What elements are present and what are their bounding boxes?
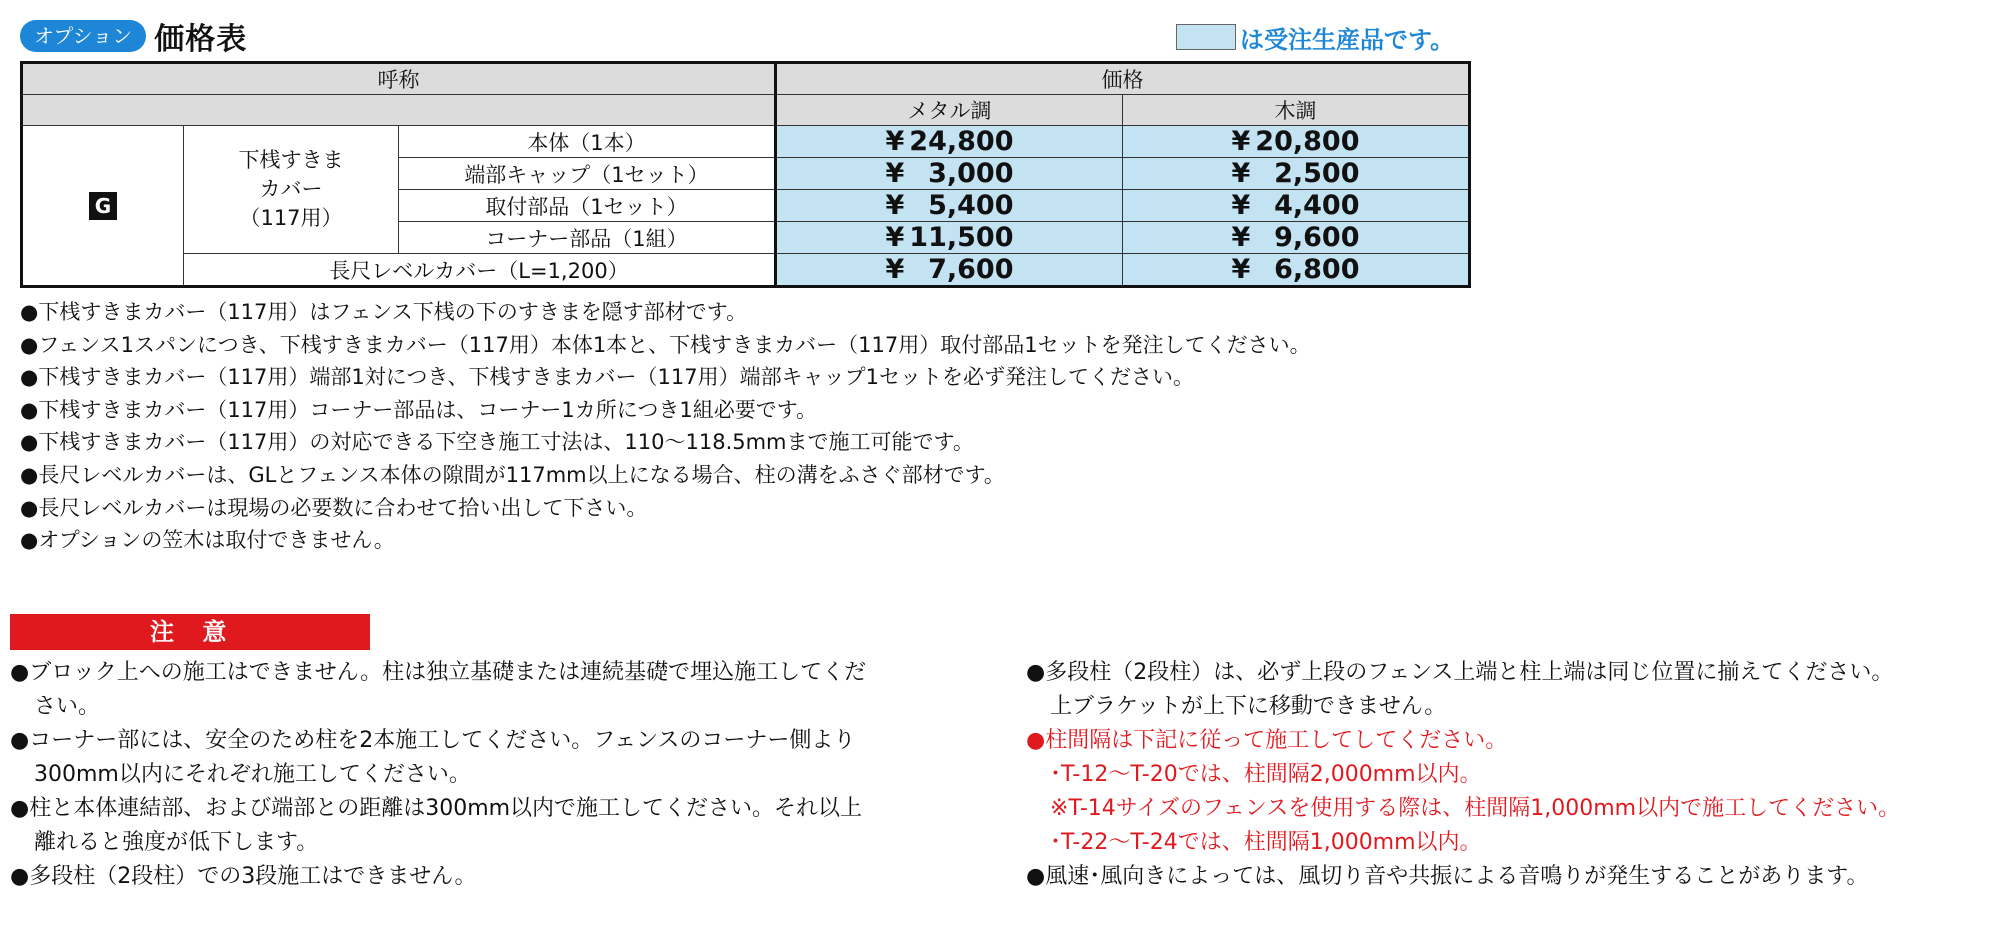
item-name: 本体（1本） (399, 126, 776, 158)
yen-sign: ¥ (1231, 222, 1251, 253)
legend-swatch (1176, 24, 1236, 50)
group-name-cell (184, 126, 399, 254)
wood-price (1123, 190, 1470, 222)
wood-price (1123, 158, 1470, 190)
page-title: 価格表 (154, 22, 248, 57)
caution-item: ●多段柱（2段柱）での3段施工はできません。 (10, 864, 477, 889)
note-item: ●下桟すきまカバー（117用）端部1対につき、下桟すきまカバー（117用）端部キャップ1セットを必ず発注してください。 (20, 365, 1194, 390)
price-value: 5,400 (928, 190, 1014, 221)
wood-price (1123, 126, 1470, 158)
header-name-empty (22, 95, 776, 126)
note-item: ●オプションの笠木は取付できません。 (20, 528, 395, 553)
yen-sign: ¥ (885, 158, 905, 189)
category-badge: G (89, 192, 117, 220)
table-row (22, 254, 1470, 287)
note-item: ●下桟すきまカバー（117用）コーナー部品は、コーナー1カ所につき1組必要です。 (20, 397, 818, 422)
item-name: 長尺レベルカバー（L=1,200） (184, 254, 776, 287)
yen-sign: ¥ (1231, 254, 1251, 285)
note-item: ●長尺レベルカバーは、GLとフェンス本体の隙間が117mm以上になる場合、柱の溝をふさぐ部材です。 (20, 462, 1005, 487)
header-name: 呼称 (22, 63, 776, 95)
caution-item: ●柱と本体連結部、および端部との距離は300mm以内で施工してください。それ以上 (10, 796, 863, 821)
caution-item-warning: ●柱間隔は下記に従って施工してしてください。 (1026, 728, 1508, 753)
caution-item-warning: ･T-12〜T-20では、柱間隔2,000mm以内。 (1050, 762, 1482, 787)
note-item: ●下桟すきまカバー（117用）の対応できる下空き施工寸法は、110〜118.5mmまで施工可能です。 (20, 430, 974, 455)
caution-item-cont: さい。 (34, 694, 101, 719)
header-metal: メタル調 (776, 95, 1123, 126)
note-item: ●長尺レベルカバーは現場の必要数に合わせて拾い出して下さい。 (20, 495, 648, 520)
legend-text: は受注生産品です。 (1240, 25, 1455, 54)
metal-price (776, 126, 1123, 158)
price-value: 11,500 (909, 222, 1014, 253)
yen-sign: ¥ (1231, 190, 1251, 221)
item-name: 端部キャップ（1セット） (399, 158, 776, 190)
category-cell (22, 126, 184, 287)
legend (1176, 20, 1454, 54)
caution-item-cont: 離れると強度が低下します。 (34, 830, 319, 855)
note-item: ●下桟すきまカバー（117用）はフェンス下桟の下のすきまを隠す部材です。 (20, 300, 748, 324)
caution-item-warning: ･T-22〜T-24では、柱間隔1,000mm以内。 (1050, 830, 1482, 855)
caution-item: ●多段柱（2段柱）は、必ず上段のフェンス上端と柱上端は同じ位置に揃えてください。 (1026, 660, 1894, 685)
caution-item-cont: 300mm以内にそれぞれ施工してください。 (34, 762, 471, 787)
yen-sign: ¥ (1231, 126, 1251, 157)
caution-item: ●風速･風向きによっては、風切り音や共振による音鳴りが発生することがあります。 (1026, 864, 1869, 889)
item-name: コーナー部品（1組） (399, 222, 776, 254)
metal-price (776, 222, 1123, 254)
yen-sign: ¥ (885, 254, 905, 285)
option-badge: オプション (20, 20, 146, 52)
price-value: 4,400 (1274, 190, 1360, 221)
yen-sign: ¥ (885, 190, 905, 221)
metal-price (776, 190, 1123, 222)
notes-list (20, 296, 1460, 557)
price-value: 24,800 (909, 126, 1014, 157)
caution-item: ●ブロック上への施工はできません。柱は独立基礎または連続基礎で埋込施工してくだ (10, 660, 867, 685)
yen-sign: ¥ (885, 126, 905, 157)
wood-price (1123, 254, 1470, 287)
group-name-line: カバー (259, 177, 323, 201)
note-item: ●フェンス1スパンにつき、下桟すきまカバー（117用）本体1本と、下桟すきまカバー（117用）取付部品1セットを発注してください。 (20, 332, 1311, 357)
table-row (22, 126, 1470, 158)
wood-price (1123, 222, 1470, 254)
price-value: 2,500 (1274, 158, 1360, 189)
yen-sign: ¥ (1231, 158, 1251, 189)
caution-item: ●コーナー部には、安全のため柱を2本施工してください。フェンスのコーナー側より (10, 728, 856, 753)
caution-heading: 注 意 (10, 614, 370, 650)
price-value: 20,800 (1255, 126, 1360, 157)
caution-left-column (10, 656, 1000, 894)
item-name: 取付部品（1セット） (399, 190, 776, 222)
price-value: 7,600 (928, 254, 1014, 285)
metal-price (776, 254, 1123, 287)
caution-right-column (1026, 656, 1996, 894)
group-name-line: （117用） (239, 206, 343, 230)
price-value: 3,000 (928, 158, 1014, 189)
yen-sign: ¥ (885, 222, 905, 253)
header-price: 価格 (776, 63, 1470, 95)
header-wood: 木調 (1123, 95, 1470, 126)
caution-item-warning: ※T-14サイズのフェンスを使用する際は、柱間隔1,000mm以内で施工してください。 (1050, 796, 1901, 821)
caution-item-cont: 上ブラケットが上下に移動できません。 (1050, 694, 1447, 719)
price-value: 6,800 (1274, 254, 1360, 285)
metal-price (776, 158, 1123, 190)
price-value: 9,600 (1274, 222, 1360, 253)
group-name-line: 下桟すきま (238, 148, 344, 172)
section-header (20, 16, 247, 56)
price-table (20, 61, 1471, 288)
